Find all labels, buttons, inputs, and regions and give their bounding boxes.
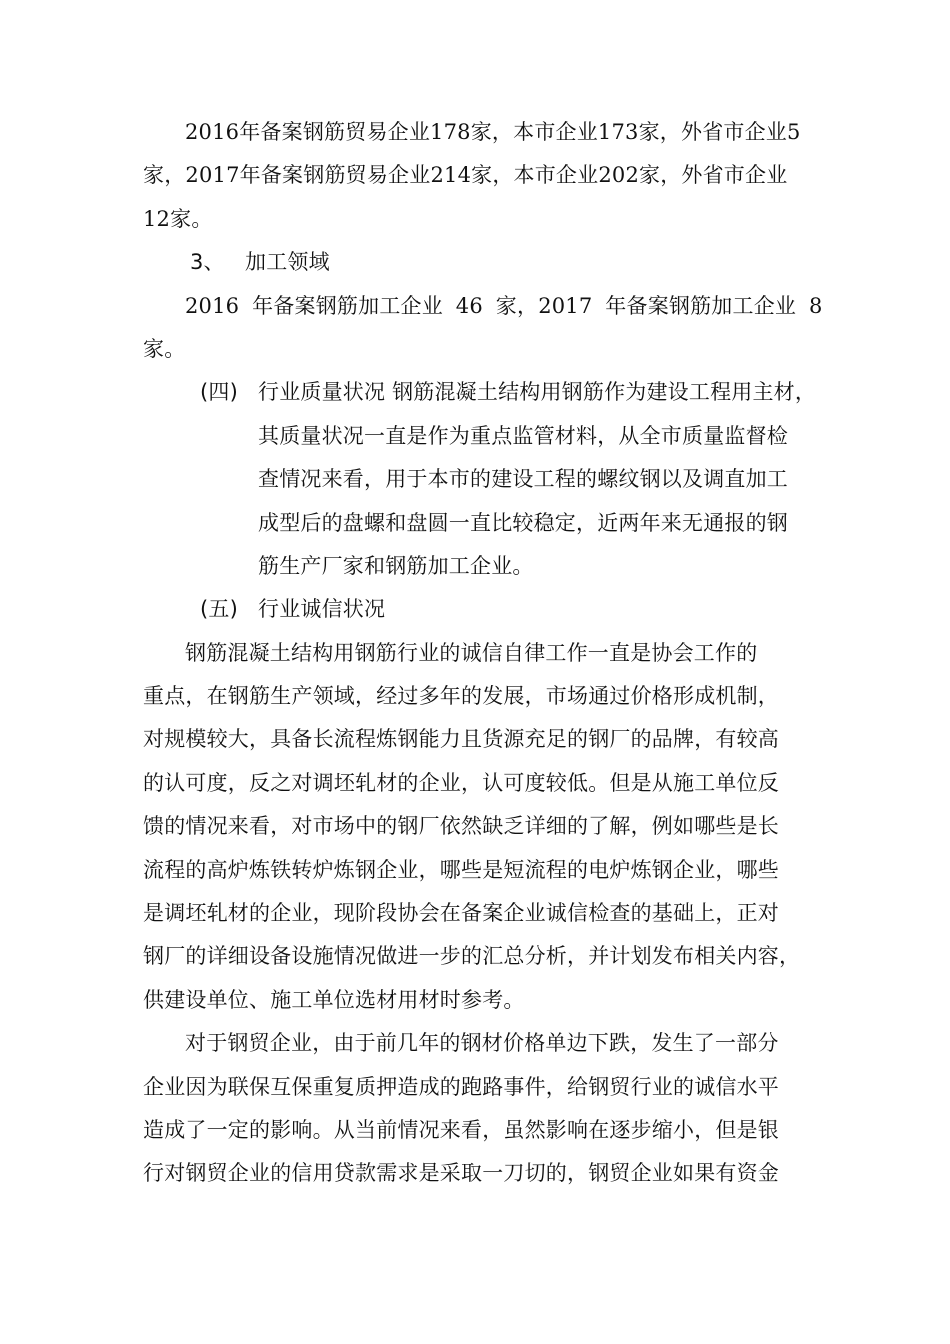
section-number: (四) bbox=[200, 380, 238, 405]
text-line: 查情况来看，用于本市的建设工程的螺纹钢以及调直加工 bbox=[258, 467, 788, 492]
text-line: 企业因为联保互保重复质押造成的跑路事件，给钢贸行业的诚信水平 bbox=[143, 1074, 779, 1099]
section-number: (五) bbox=[200, 597, 238, 622]
text-line: 成型后的盘螺和盘圆一直比较稳定，近两年来无通报的钢 bbox=[258, 510, 788, 535]
text-line: 馈的情况来看，对市场中的钢厂依然缺乏详细的了解，例如哪些是长 bbox=[143, 814, 779, 839]
text-line: 供建设单位、施工单位选材用材时参考。 bbox=[143, 987, 525, 1012]
text-line: 筋生产厂家和钢筋加工企业。 bbox=[258, 553, 534, 578]
text-line: 钢厂的详细设备设施情况做进一步的汇总分析，并计划发布相关内容， bbox=[143, 944, 801, 969]
text-line: 行业质量状况 钢筋混凝土结构用钢筋作为建设工程用主材， bbox=[258, 380, 817, 405]
text-line: 对规模较大，具备长流程炼钢能力且货源充足的钢厂的品牌，有较高 bbox=[143, 727, 779, 752]
text-line: 是调坯轧材的企业，现阶段协会在备案企业诚信检查的基础上，正对 bbox=[143, 901, 779, 926]
section-integrity-heading bbox=[143, 588, 843, 631]
heading-title: 加工领域 bbox=[245, 250, 330, 275]
section-quality-heading bbox=[143, 371, 843, 414]
section-title: 行业诚信状况 bbox=[258, 597, 386, 622]
text-line: 行对钢贸企业的信用贷款需求是采取一刀切的，钢贸企业如果有资金 bbox=[143, 1161, 779, 1186]
text-line: 其质量状况一直是作为重点监管材料，从全市质量监督检 bbox=[258, 423, 788, 448]
text-line: 的认可度，反之对调坯轧材的企业，认可度较低。但是从施工单位反 bbox=[143, 770, 779, 795]
text-line: 家，2017年备案钢筋贸易企业214家，本市企业202家，外省市企业 bbox=[143, 163, 788, 188]
text-line: 钢筋混凝土结构用钢筋行业的诚信自律工作一直是协会工作的 bbox=[185, 640, 758, 665]
heading-number: 3、 bbox=[190, 250, 225, 275]
document-page bbox=[143, 111, 843, 1196]
heading-processing bbox=[143, 241, 843, 284]
text-line: 流程的高炉炼铁转炉炼钢企业，哪些是短流程的电炉炼钢企业，哪些 bbox=[143, 857, 779, 882]
text-line: 对于钢贸企业，由于前几年的钢材价格单边下跌，发生了一部分 bbox=[185, 1031, 779, 1056]
text-line: 重点，在钢筋生产领域，经过多年的发展，市场通过价格形成机制， bbox=[143, 684, 779, 709]
text-line: 2016 年备案钢筋加工企业 46 家，2017 年备案钢筋加工企业 8 bbox=[185, 293, 823, 318]
text-line: 2016年备案钢筋贸易企业178家，本市企业173家，外省市企业5 bbox=[185, 120, 801, 144]
text-line: 家。 bbox=[143, 336, 186, 361]
text-line: 12家。 bbox=[143, 206, 213, 231]
text-line: 造成了一定的影响。从当前情况来看，虽然影响在逐步缩小，但是银 bbox=[143, 1117, 779, 1142]
